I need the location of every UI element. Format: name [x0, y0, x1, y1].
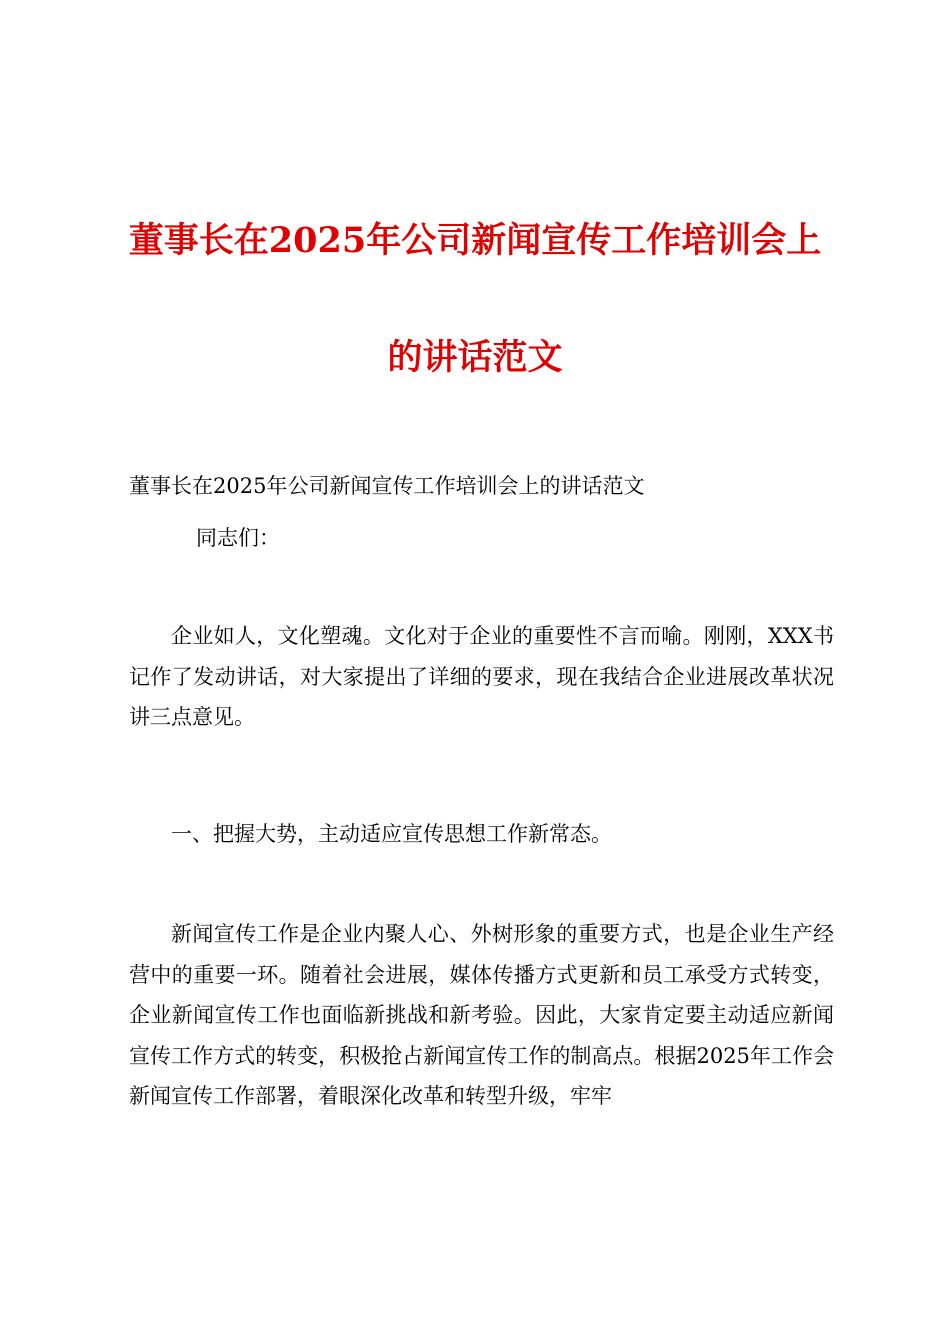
- greeting: 同志们：: [196, 526, 280, 550]
- document-title-line-1: 董事长在2025年公司新闻宣传工作培训会上: [128, 220, 822, 261]
- paragraph-section-1: 新闻宣传工作是企业内聚人心、外树形象的重要方式，也是企业生产经营中的重要一环。随着社会进展，媒体传播方式更新和员工承受方式转变，企业新闻宣传工作也面临新挑战和新考验。因此，大家肯定要主动适应新闻宣传工作方式的转变，积极抢占新闻宣传工作的制高点。根据2025年工作会新闻宣传工作部署，着眼深化改革和转型升级，牢牢: [129, 922, 834, 1108]
- paragraph-intro: 企业如人，文化塑魂。文化对于企业的重要性不言而喻。刚刚，XXX书记作了发动讲话，对大家提出了详细的要求，现在我结合企业进展改革状况讲三点意见。: [129, 624, 834, 729]
- document-subtitle: 董事长在2025年公司新闻宣传工作培训会上的讲话范文: [129, 474, 645, 498]
- document-title-line-2: 的讲话范文: [387, 337, 563, 378]
- section-heading-1: 一、把握大势，主动适应宣传思想工作新常态。: [171, 822, 612, 846]
